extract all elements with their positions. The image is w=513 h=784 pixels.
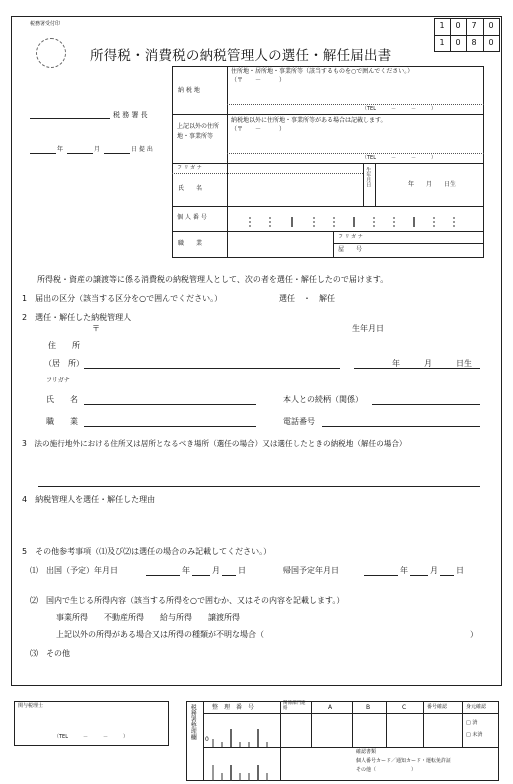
job-label: 職 業 [178,240,203,247]
tel-2: （TEL － － ） [362,155,437,161]
code-digit: 0 [455,38,461,47]
birth-fields: 年 月 日生 [408,181,457,188]
section-2: 2 選任・解任した納税管理人 [22,313,132,322]
doc-check-title: 確認書類 [356,749,377,755]
doc-check-body: 個人番号カード／通知カード・運転免許証 [356,758,452,764]
s5-1-year-field[interactable] [146,575,180,576]
code-digit: 1 [439,38,445,47]
section-4: 4 納税管理人を選任・解任した理由 [22,495,156,504]
seiri-ticks [203,713,280,747]
furigana-label: フ リ ガ ナ [177,165,202,171]
s2-relation: 本人との続柄（関係） [283,395,363,404]
code-digit: 0 [488,38,494,47]
col-kanren: 関係部門連 絡 [283,701,315,711]
s5-1-month-field[interactable] [192,575,210,576]
s5-2-close: ） [470,630,478,639]
furigana-2: フ リ ガ ナ [338,234,363,240]
col-id-check: 身元確認 [466,704,487,710]
s3-field[interactable] [38,486,480,487]
s2-job-field[interactable] [84,426,256,427]
check-done[interactable]: □ 済 [466,720,478,726]
s2-name: 氏 名 [46,395,78,404]
s2-birth: 生年月日 [352,324,384,333]
doc-check-other: その他（ ） [356,767,417,773]
address-input[interactable] [231,88,481,102]
trade-name-label: 屋 号 [338,246,363,253]
page-title: 所得税・消費税の納税管理人の選任・解任届出書 [90,48,392,64]
lower-ticks [203,747,280,781]
s5-3: ⑶ その他 [30,649,70,658]
s2-phone: 電話番号 [283,417,315,426]
code-digit: 0 [488,21,494,30]
stamp-label: 税務署受付印 [30,21,61,27]
s5-1-return-year-field[interactable] [364,575,398,576]
seiri-zero: 0 [205,736,209,743]
code-digit: 8 [471,38,477,47]
code-digit: 0 [455,21,461,30]
s2-residence: （居 所） [44,359,84,368]
tax-accountant-tel: （TEL － － ） [54,734,129,740]
office-use-label: 税務署整理欄 [189,704,197,740]
s2-relation-field[interactable] [372,404,480,405]
s5-1-day-field[interactable] [222,575,236,576]
col-number-check: 番号確認 [427,704,448,710]
address-label: 納 税 地 [178,87,200,94]
s5-2-items[interactable]: 事業所得 不動産所得 給与所得 譲渡所得 [56,613,240,622]
stamp-circle [36,38,66,68]
date-month-label: 月 [94,146,101,153]
s5-1: ⑴ 出国（予定）年月日 [30,566,118,575]
section-1: 1 届出の区分（該当する区分を○で囲んでください。） [22,294,223,303]
col-b: B [366,704,371,711]
s5-1-return-month: 月 [430,566,438,575]
date-month-field[interactable] [67,153,93,154]
s5-1-return-year: 年 [400,566,408,575]
code-digit: 1 [439,21,445,30]
intro-text: 所得税・資産の譲渡等に係る消費税の納税管理人として、次の者を選任・解任したので届けます。 [37,275,389,284]
tax-office-field[interactable] [30,118,110,119]
date-year-field[interactable] [30,153,56,154]
s5-1-day: 日 [238,566,246,575]
postal-2: （〒 － ） [231,126,286,133]
col-c: C [402,704,407,711]
s5-1-return-month-field[interactable] [410,575,428,576]
s5-1-year: 年 [182,566,190,575]
name-label: 氏 名 [178,185,203,192]
address-note: 住所地・居所地・事業所等（該当するものを○で囲んでください。） [231,68,414,75]
tax-office-suffix: 税 務 署 長 [113,111,148,119]
section-5: 5 その他参考事項（⑴及び⑵は選任の場合のみ記載してください。） [22,547,272,556]
s2-birth-field[interactable] [354,368,480,369]
s2-address-field[interactable] [84,368,340,369]
s5-1-return: 帰国予定年月日 [283,566,339,575]
code-digit: 7 [471,21,477,30]
section-3: 3 法の施行地外における住所又は居所となるべき場所（選任の場合）又は選任したときの納税地（解任の場合） [22,439,407,448]
col-seiri: 整 理 番 号 [212,704,255,711]
s2-job: 職 業 [46,417,78,426]
s2-furigana: フリガナ [46,377,70,384]
s2-postal: 〒 [92,324,100,333]
mynumber-separators [236,214,476,228]
section-1-options[interactable]: 選任 ・ 解任 [279,294,335,303]
mynumber-field[interactable] [236,213,476,227]
other-address-label: 上記以外の住所地・事業所等 [177,123,220,140]
date-day-field[interactable] [104,153,130,154]
s5-1-return-day-field[interactable] [440,575,454,576]
postal-1: （〒 － ） [231,77,286,84]
tel-1: （TEL － － ） [362,106,437,112]
s5-2: ⑵ 国内で生じる所得内容（該当する所得を○で囲むか、又はその内容を記載します。） [30,596,345,605]
s2-address: 住 所 [48,341,80,350]
s2-name-field[interactable] [84,404,256,405]
birth-label: 生年月日 [365,167,372,187]
col-a: A [328,704,333,711]
s5-1-month: 月 [212,566,220,575]
s2-phone-field[interactable] [322,426,480,427]
date-year-label: 年 [57,146,64,153]
date-day-label: 日 提 出 [131,146,153,153]
s5-1-return-day: 日 [456,566,464,575]
tax-accountant-label: 関与税理士 [18,703,44,709]
s2-birth-fields: 年 月 日生 [392,359,472,368]
check-not[interactable]: □ 未済 [466,732,483,738]
mynumber-label: 個 人 番 号 [177,214,207,221]
s5-2-other: 上記以外の所得がある場合又は所得の種類が不明な場合（ [56,630,264,639]
other-address-note: 納税地以外に住所地・事業所等がある場合は記載します。 [231,117,387,124]
